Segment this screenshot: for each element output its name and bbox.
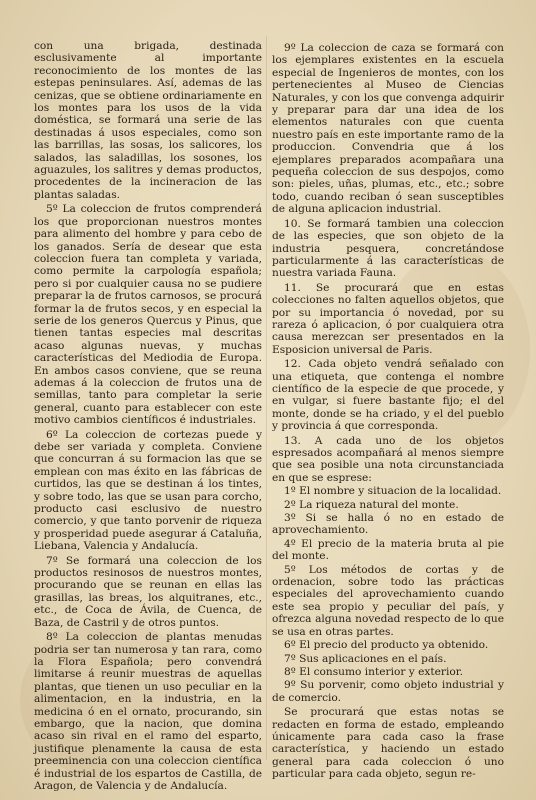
list-item-paragraph: 7º Sus aplicaciones en el país. [284,652,447,665]
body-paragraph: 13. A cada uno de los objetos espresados acompañará al menos siempre que sea posible una nota circunstanciada en que se esprese: [272,434,504,484]
column-gutter [266,36,267,760]
list-item-paragraph: 6º El precio del producto ya obtenido. [284,639,489,652]
list-item-paragraph: 9º Su porvenir, como objeto industrial y de comercio. [272,679,504,704]
list-item-paragraph: 3º Si se halla ó no en estado de aprovechamiento. [272,512,504,537]
body-paragraph: 6º La coleccion de cortezas puede y debe ser variada y completa. Conviene que concurran á su formacion las que se emplean con mas éxito en las fábricas de curtidos, las que se destinan á los tintes, y sobre todo, las que se usan para corcho, producto casi esclusivo de nuestro comercio, y que tanto porvenir de riqueza y prosperidad puede asegurar á Cataluña, Liebana, Valencia y Andalucía. [34,428,262,553]
body-paragraph: con una brigada, destinada esclusivamente al importante reconocimiento de los montes de las estepas peninsulares. Así, ademas de las cenizas, que se obtiene ordinariamente en los montes para los usos de la vida doméstica, se formará una serie de las destinadas á usos especiales, como son las barrillas, las sosas, los salicores, los salados, las saladillas, los sosones, los aguazules, los salitres y demas productos, procedentes de la incineracion de las plantas saladas. [34,40,262,201]
list-item-paragraph: 8º El consumo interior y exterior. [284,665,463,678]
list-item-paragraph: 2º La riqueza natural del monte. [284,498,459,511]
body-paragraph: 12. Cada objeto vendrá señalado con una etiqueta, que contenga el nombre científico de la especie de que procede, y en vulgar, si fuere bastante fijo; el del monte, donde se ha criado, y el del pueblo y provincia á que corresponda. [272,358,504,433]
body-paragraph: 7º Se formará una coleccion de los productos resinosos de nuestros montes, procurando que se reunan en ellas las grasillas, las breas, los alquitranes, etc., etc., de Coca de Ávila, de Cuenca, de Baza, de Castril y de otros puntos. [34,554,262,629]
body-paragraph: 5º La coleccion de frutos comprenderá los que proporcionan nuestros montes para alimento del hombre y para cebo de los ganados. Sería de desear que esta coleccion fuera tan completa y variada, como permite la carpología española; pero si por cualquier causa no se pudiere preparar la de frutos carnosos, se procurá formar la de frutos secos, y en especial la serie de los generos Quercus y Pinus, que tienen tantas especies mal descritas acaso algunas nuevas, y muchas características del Mediodia de Europa. En ambos casos conviene, que se reuna ademas á la coleccion de frutos una de semillas, tanto para completar la serie general, cuanto para establecer con este motivo cambios científicos é industriales. [34,203,262,427]
list-item-paragraph: 5º Los métodos de cortas y de ordenacion, sobre todo las prácticas especiales del aprovechamiento cuando este sea propio y peculiar del país, y ofrezca alguna novedad respecto de lo que se usa en otras partes. [272,563,504,638]
body-paragraph: 10. Se formará tambien una coleccion de las especies, que son objeto de la industria pesquera, concretándose particularmente á las características de nuestra variada Fauna. [272,217,504,280]
body-paragraph: 8º La coleccion de plantas menudas podria ser tan numerosa y tan rara, como la Flora Española; pero convendrá limitarse á reunir muestras de aquellas plantas, que tienen un uso peculiar en la alimentacion, en la industria, en la medicina ó en el ornato, procurando, sin embargo, que la nacion, que domina acaso sin rival en el ramo del esparto, justifique plenamente la causa de esta preeminencia con una coleccion científica é industrial de los espartos de Castilla, de Aragon, de Valencia y de Andalucía. [34,631,262,792]
body-paragraph: 9º La coleccion de caza se formará con los ejemplares existentes en la escuela especial de Ingenieros de montes, con los pertenecientes al Museo de Ciencias Naturales, y con los que convenga adquirir y preparar para dar una idea de los elementos naturales con que cuenta nuestro país en este importante ramo de la produccion. Convendria que á los ejemplares preparados acompañara una pequeña coleccion de sus despojos, como son: pieles, uñas, plumas, etc., etc.; sobre todo, cuando reciban ó sean susceptibles de alguna aplicacion industrial. [272,42,505,216]
right-text-column [272,40,504,781]
left-text-column [34,40,262,792]
list-item-paragraph: 4º El precio de la materia bruta al pie del monte. [272,537,504,563]
body-paragraph: Se procurará que estas notas se redacten en forma de estado, empleando únicamente para cada caso la frase característica, y haciendo un estado general para cada coleccion ó uno particular para cada objeto, segun re- [272,706,504,781]
list-item-paragraph: 1º El nombre y situacion de la localidad. [284,485,502,498]
body-paragraph: 11. Se procurará que en estas colecciones no falten aquellos objetos, que por su importancia ó novedad, por su rareza ó aplicacion, ó por cualquiera otra causa merezcan ser presentados en la Esposicion universal de Paris. [272,281,504,356]
